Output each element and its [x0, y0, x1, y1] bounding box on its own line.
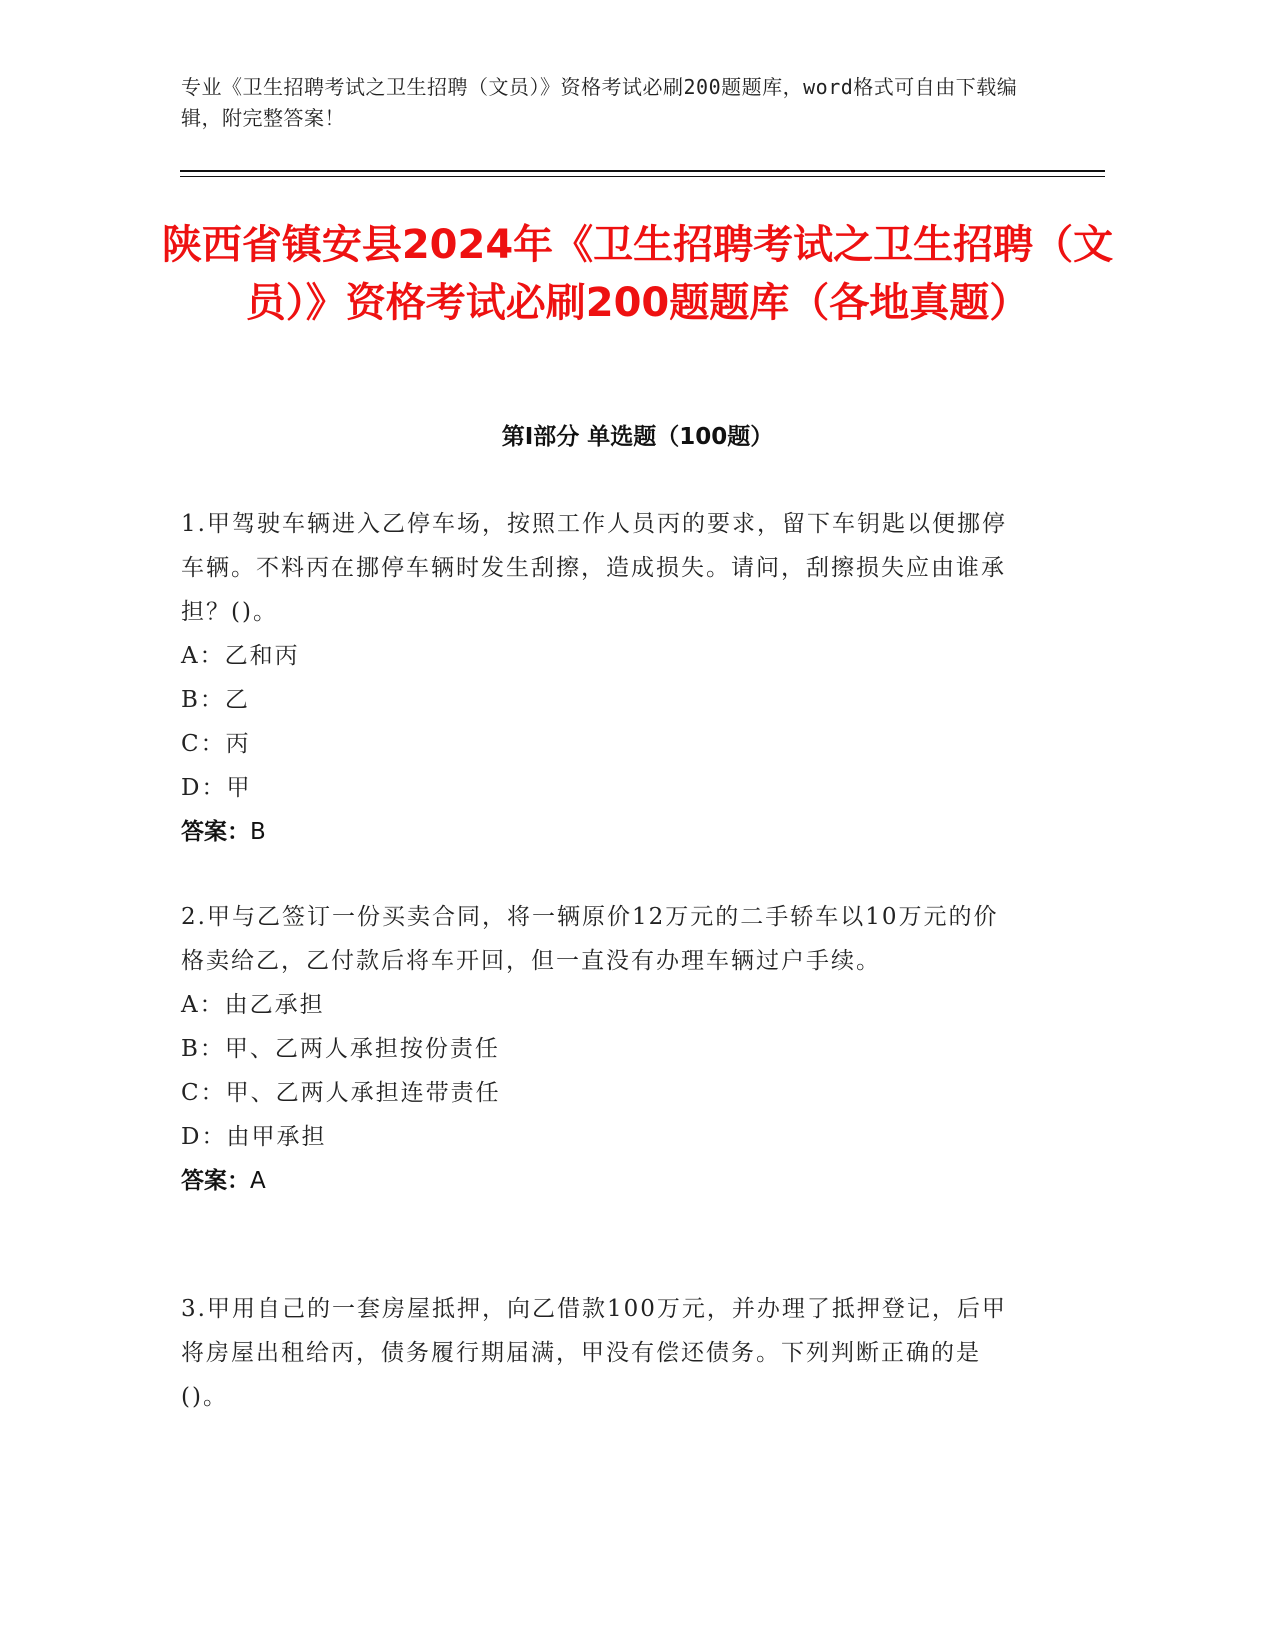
option-d: D：甲 — [181, 775, 252, 801]
option-c: C：甲、乙两人承担连带责任 — [181, 1080, 501, 1106]
answer-value: A — [250, 1168, 266, 1194]
option-d: D：由甲承担 — [181, 1124, 327, 1150]
answer-label: 答案： — [181, 819, 250, 845]
question-text: 1.甲驾驶车辆进入乙停车场，按照工作人员丙的要求，留下车钥匙以便挪停车辆。不料丙在挪停车辆时发生刮擦，造成损失。请问，刮擦损失应由谁承担？()。 — [181, 511, 1007, 625]
question-text: 3.甲用自己的一套房屋抵押，向乙借款100万元，并办理了抵押登记，后甲将房屋出租给丙，债务履行期届满，甲没有偿还债务。下列判断正确的是()。 — [181, 1296, 1007, 1410]
question-text: 2.甲与乙签订一份买卖合同，将一辆原价12万元的二手轿车以10万元的价格卖给乙，乙付款后将车开回，但一直没有办理车辆过户手续。 — [181, 904, 999, 974]
question-2 — [181, 895, 1021, 1203]
section-title: 第I部分 单选题（100题） — [501, 424, 774, 450]
option-a: A：由乙承担 — [181, 992, 325, 1018]
answer-value: B — [250, 819, 266, 845]
answer-line — [181, 810, 1021, 854]
option-b: B：乙 — [181, 687, 250, 713]
question-3 — [181, 1287, 1021, 1419]
header-divider-thin — [180, 176, 1105, 177]
answer-line — [181, 1159, 1021, 1203]
answer-label: 答案： — [181, 1168, 250, 1194]
header-divider-thick — [180, 170, 1105, 172]
option-b: B：甲、乙两人承担按份责任 — [181, 1036, 500, 1062]
header-note: 专业《卫生招聘考试之卫生招聘（文员）》资格考试必刷200题题库，word格式可自由下载编辑，附完整答案！ — [181, 75, 1018, 130]
document-title: 陕西省镇安县2024年《卫生招聘考试之卫生招聘（文员）》资格考试必刷200题题库（各地真题） — [161, 222, 1114, 326]
question-1 — [181, 502, 1021, 854]
option-a: A：乙和丙 — [181, 643, 300, 669]
option-c: C：丙 — [181, 731, 251, 757]
